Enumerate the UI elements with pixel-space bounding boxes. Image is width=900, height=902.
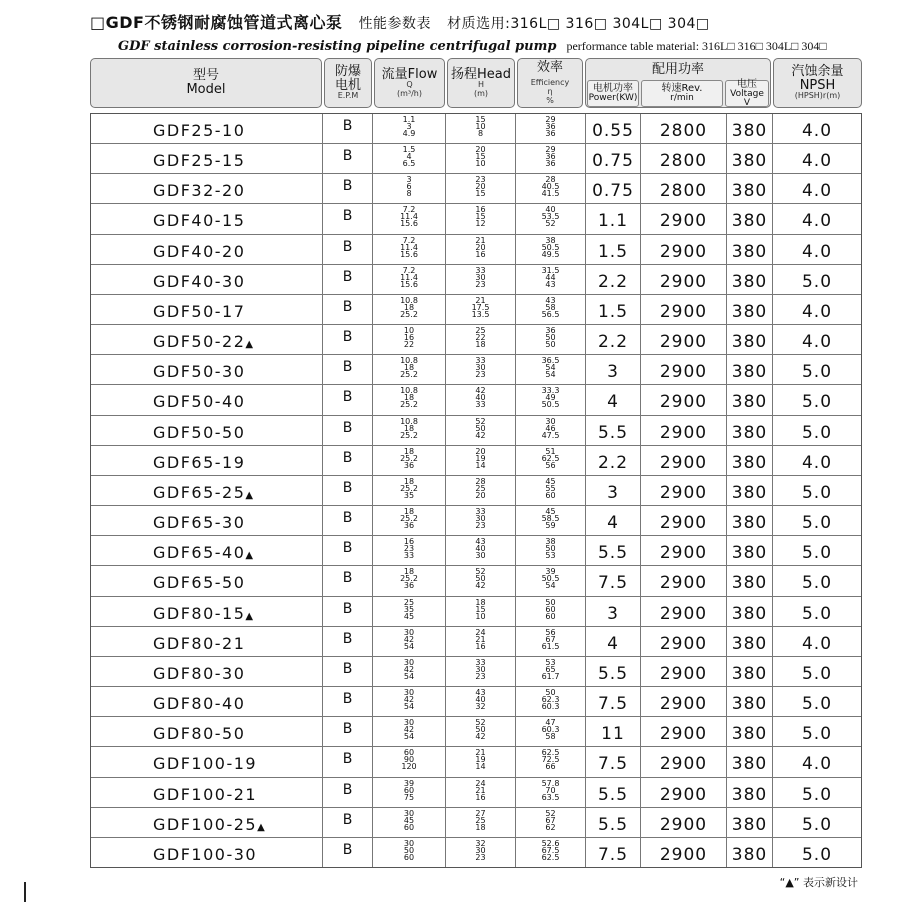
epm-cell: B: [323, 295, 373, 324]
speed-cell: 2900: [641, 747, 727, 776]
epm-cell: B: [323, 325, 373, 354]
voltage-cell: 380: [727, 355, 773, 384]
power-cell: 2.2: [586, 446, 641, 475]
speed-cell: 2900: [641, 536, 727, 565]
power-cell: 0.75: [586, 144, 641, 173]
epm-cell: B: [323, 778, 373, 807]
head-cell: 33 30 23: [446, 657, 516, 686]
speed-cell: 2900: [641, 566, 727, 595]
performance-table: [90, 113, 862, 868]
flow-cell: 10.8 18 25.2: [373, 385, 446, 414]
epm-cell: B: [323, 355, 373, 384]
voltage-cell: 380: [727, 506, 773, 535]
head-cell: 43 40 30: [446, 536, 516, 565]
efficiency-cell: 40 53.5 52: [516, 204, 586, 233]
voltage-cell: 380: [727, 235, 773, 264]
speed-cell: 2900: [641, 627, 727, 656]
margin-mark: [24, 882, 26, 902]
model-cell: GDF40-15: [91, 204, 323, 233]
head-cell: 43 40 32: [446, 687, 516, 716]
npsh-cell: 4.0: [801, 332, 833, 353]
efficiency-cell: 45 58.5 59: [516, 506, 586, 535]
efficiency-cell: 45 55 60: [516, 476, 586, 505]
flow-cell: 18 25.2 36: [373, 566, 446, 595]
epm-cell: B: [323, 838, 373, 867]
npsh-cell: 5.0: [801, 724, 833, 745]
head-cell: 23 20 15: [446, 174, 516, 203]
power-cell: 7.5: [586, 747, 641, 776]
power-cell: 5.5: [586, 778, 641, 807]
npsh-cell: 5.0: [801, 694, 833, 715]
model-cell: GDF50-17: [91, 295, 323, 324]
voltage-cell: 380: [727, 627, 773, 656]
model-cell: GDF100-21: [91, 778, 323, 807]
new-design-marker: ▲: [245, 339, 255, 351]
table-row: [91, 174, 861, 204]
npsh-cell: 4.0: [801, 301, 833, 322]
efficiency-cell: 39 50.5 54: [516, 566, 586, 595]
power-cell: 7.5: [586, 566, 641, 595]
title-perf: 性能参数表: [358, 16, 432, 32]
epm-cell: B: [323, 174, 373, 203]
head-cell: 52 50 42: [446, 566, 516, 595]
table-row: [91, 808, 861, 838]
model-cell: GDF65-30: [91, 506, 323, 535]
title-main: GDF不锈钢耐腐蚀管道式离心泵: [105, 13, 343, 32]
voltage-cell: 380: [727, 114, 773, 143]
speed-cell: 2800: [641, 144, 727, 173]
model-cell: GDF50-40: [91, 385, 323, 414]
npsh-cell: 4.0: [801, 633, 833, 654]
voltage-cell: 380: [727, 536, 773, 565]
flow-cell: 10 16 22: [373, 325, 446, 354]
table-row: [91, 717, 861, 747]
title-cn: [90, 10, 710, 33]
speed-cell: 2900: [641, 687, 727, 716]
header-model: 型号 Model: [90, 58, 322, 108]
epm-cell: B: [323, 717, 373, 746]
power-cell: 2.2: [586, 265, 641, 294]
flow-cell: 25 35 45: [373, 597, 446, 626]
efficiency-cell: 30 46 47.5: [516, 416, 586, 445]
npsh-cell: 5.0: [801, 784, 833, 805]
speed-cell: 2800: [641, 174, 727, 203]
speed-cell: 2900: [641, 506, 727, 535]
model-cell: GDF80-50: [91, 717, 323, 746]
head-cell: 20 19 14: [446, 446, 516, 475]
title-en: [118, 35, 827, 54]
speed-cell: 2900: [641, 265, 727, 294]
epm-cell: B: [323, 566, 373, 595]
subheader-voltage: 电压 Voltage V: [725, 80, 769, 107]
new-design-marker: ▲: [245, 489, 255, 501]
efficiency-cell: 29 36 36: [516, 144, 586, 173]
head-cell: 24 21 16: [446, 627, 516, 656]
header-power-group: 配用功率: [585, 58, 771, 108]
voltage-cell: 380: [727, 657, 773, 686]
model-cell: GDF50-30: [91, 355, 323, 384]
efficiency-cell: 53 65 61.7: [516, 657, 586, 686]
head-cell: 28 25 20: [446, 476, 516, 505]
table-row: [91, 838, 861, 868]
speed-cell: 2900: [641, 657, 727, 686]
table-row: [91, 325, 861, 355]
speed-cell: 2900: [641, 597, 727, 626]
epm-cell: B: [323, 385, 373, 414]
power-cell: 0.55: [586, 114, 641, 143]
epm-cell: B: [323, 114, 373, 143]
head-cell: 33 30 23: [446, 506, 516, 535]
table-row: [91, 114, 861, 144]
table-row: [91, 144, 861, 174]
efficiency-cell: 36 50 50: [516, 325, 586, 354]
efficiency-cell: 47 60.3 58: [516, 717, 586, 746]
efficiency-cell: 38 50 53: [516, 536, 586, 565]
efficiency-cell: 33.3 49 50.5: [516, 385, 586, 414]
epm-cell: B: [323, 476, 373, 505]
npsh-cell: 4.0: [801, 121, 833, 141]
efficiency-cell: 57.8 70 63.5: [516, 778, 586, 807]
power-cell: 5.5: [586, 657, 641, 686]
npsh-cell: 5.0: [801, 422, 833, 443]
table-row: [91, 778, 861, 808]
flow-cell: 30 42 54: [373, 627, 446, 656]
model-cell: GDF65-19: [91, 446, 323, 475]
speed-cell: 2900: [641, 295, 727, 324]
model-cell: GDF100-25▲: [91, 808, 323, 837]
efficiency-cell: 43 58 56.5: [516, 295, 586, 324]
voltage-cell: 380: [727, 476, 773, 505]
model-cell: GDF40-20: [91, 235, 323, 264]
head-cell: 27 25 18: [446, 808, 516, 837]
model-cell: GDF65-40▲: [91, 536, 323, 565]
table-row: [91, 235, 861, 265]
npsh-cell: 5.0: [801, 844, 833, 865]
npsh-cell: 4.0: [801, 211, 833, 232]
epm-cell: B: [323, 657, 373, 686]
flow-cell: 39 60 75: [373, 778, 446, 807]
epm-cell: B: [323, 144, 373, 173]
speed-cell: 2900: [641, 235, 727, 264]
model-cell: GDF25-10: [91, 114, 323, 143]
model-cell: GDF65-50: [91, 566, 323, 595]
power-cell: 1.1: [586, 204, 641, 233]
footnote: “▲” 表示新设计: [779, 876, 858, 889]
new-design-marker: ▲: [245, 610, 255, 622]
npsh-cell: 5.0: [801, 603, 833, 624]
title-material-label: 材质选用:: [447, 16, 511, 32]
npsh-cell: 5.0: [801, 663, 833, 684]
npsh-cell: 4.0: [801, 241, 833, 262]
voltage-cell: 380: [727, 144, 773, 173]
head-cell: 21 20 16: [446, 235, 516, 264]
flow-cell: 30 42 54: [373, 717, 446, 746]
voltage-cell: 380: [727, 838, 773, 867]
npsh-cell: 4.0: [801, 452, 833, 473]
flow-cell: 30 45 60: [373, 808, 446, 837]
checkbox-icon: □: [90, 13, 106, 32]
power-cell: 1.5: [586, 295, 641, 324]
npsh-cell: 5.0: [801, 271, 833, 292]
flow-cell: 7.2 11.4 15.6: [373, 265, 446, 294]
speed-cell: 2800: [641, 114, 727, 143]
npsh-cell: 5.0: [801, 392, 833, 413]
model-cell: GDF80-15▲: [91, 597, 323, 626]
epm-cell: B: [323, 536, 373, 565]
power-cell: 7.5: [586, 838, 641, 867]
epm-cell: B: [323, 747, 373, 776]
head-cell: 21 19 14: [446, 747, 516, 776]
voltage-cell: 380: [727, 416, 773, 445]
head-cell: 21 17.5 13.5: [446, 295, 516, 324]
flow-cell: 10.8 18 25.2: [373, 295, 446, 324]
table-row: [91, 536, 861, 566]
speed-cell: 2900: [641, 778, 727, 807]
model-cell: GDF50-22▲: [91, 325, 323, 354]
head-cell: 33 30 23: [446, 265, 516, 294]
efficiency-cell: 50 62.3 60.3: [516, 687, 586, 716]
table-row: [91, 566, 861, 596]
flow-cell: 3 6 8: [373, 174, 446, 203]
table-row: [91, 385, 861, 415]
speed-cell: 2900: [641, 717, 727, 746]
speed-cell: 2900: [641, 385, 727, 414]
head-cell: 24 21 16: [446, 778, 516, 807]
header-flow: 流量Flow Q (m³/h): [374, 58, 445, 108]
power-cell: 3: [586, 476, 641, 505]
flow-cell: 7.2 11.4 15.6: [373, 204, 446, 233]
efficiency-cell: 56 67 61.5: [516, 627, 586, 656]
power-cell: 4: [586, 506, 641, 535]
title-materials: 316L□ 316□ 304L□ 304□: [510, 16, 710, 32]
voltage-cell: 380: [727, 687, 773, 716]
speed-cell: 2900: [641, 808, 727, 837]
header-npsh: 汽蚀余量 NPSH (HPSH)r(m): [773, 58, 862, 108]
model-cell: GDF80-30: [91, 657, 323, 686]
voltage-cell: 380: [727, 265, 773, 294]
epm-cell: B: [323, 597, 373, 626]
model-cell: GDF80-21: [91, 627, 323, 656]
title-en-main: GDF stainless corrosion-resisting pipeline centrifugal pump: [118, 39, 557, 54]
header-efficiency: 效率Efficiency η %: [517, 58, 583, 108]
flow-cell: 1.5 4 6.5: [373, 144, 446, 173]
power-cell: 5.5: [586, 808, 641, 837]
flow-cell: 1.1 3 4.9: [373, 114, 446, 143]
head-cell: 33 30 23: [446, 355, 516, 384]
table-row: [91, 476, 861, 506]
efficiency-cell: 52.6 67.5 62.5: [516, 838, 586, 867]
flow-cell: 30 42 54: [373, 687, 446, 716]
voltage-cell: 380: [727, 204, 773, 233]
efficiency-cell: 51 62.5 56: [516, 446, 586, 475]
power-cell: 11: [586, 717, 641, 746]
efficiency-cell: 28 40.5 41.5: [516, 174, 586, 203]
epm-cell: B: [323, 446, 373, 475]
flow-cell: 30 42 54: [373, 657, 446, 686]
epm-cell: B: [323, 506, 373, 535]
npsh-cell: 5.0: [801, 814, 833, 835]
efficiency-cell: 31.5 44 43: [516, 265, 586, 294]
model-cell: GDF100-30: [91, 838, 323, 867]
power-cell: 3: [586, 355, 641, 384]
npsh-cell: 4.0: [801, 754, 833, 775]
new-design-marker: ▲: [257, 821, 267, 833]
model-cell: GDF40-30: [91, 265, 323, 294]
head-cell: 18 15 10: [446, 597, 516, 626]
epm-cell: B: [323, 204, 373, 233]
head-cell: 16 15 12: [446, 204, 516, 233]
npsh-cell: 5.0: [801, 543, 833, 564]
power-cell: 5.5: [586, 416, 641, 445]
efficiency-cell: 29 36 36: [516, 114, 586, 143]
table-row: [91, 355, 861, 385]
efficiency-cell: 38 50.5 49.5: [516, 235, 586, 264]
flow-cell: 30 50 60: [373, 838, 446, 867]
voltage-cell: 380: [727, 808, 773, 837]
subheader-speed: 转速Rev. r/min: [641, 80, 723, 107]
flow-cell: 18 25.2 36: [373, 446, 446, 475]
head-cell: 42 40 33: [446, 385, 516, 414]
head-cell: 52 50 42: [446, 717, 516, 746]
npsh-cell: 4.0: [801, 151, 833, 172]
npsh-cell: 5.0: [801, 513, 833, 534]
epm-cell: B: [323, 416, 373, 445]
table-row: [91, 265, 861, 295]
model-cell: GDF25-15: [91, 144, 323, 173]
flow-cell: 10.8 18 25.2: [373, 355, 446, 384]
epm-cell: B: [323, 235, 373, 264]
voltage-cell: 380: [727, 778, 773, 807]
epm-cell: B: [323, 808, 373, 837]
speed-cell: 2900: [641, 355, 727, 384]
speed-cell: 2900: [641, 325, 727, 354]
flow-cell: 18 25.2 35: [373, 476, 446, 505]
table-row: [91, 627, 861, 657]
efficiency-cell: 50 60 60: [516, 597, 586, 626]
power-cell: 4: [586, 627, 641, 656]
speed-cell: 2900: [641, 416, 727, 445]
npsh-cell: 5.0: [801, 362, 833, 383]
speed-cell: 2900: [641, 204, 727, 233]
flow-cell: 60 90 120: [373, 747, 446, 776]
table-row: [91, 747, 861, 777]
title-en-rest: performance table material: 316L□ 316□ 304L□ 304□: [566, 39, 827, 53]
efficiency-cell: 62.5 72.5 66: [516, 747, 586, 776]
head-cell: 52 50 42: [446, 416, 516, 445]
subheader-power: 电机功率 Power(KW): [587, 80, 639, 107]
voltage-cell: 380: [727, 566, 773, 595]
voltage-cell: 380: [727, 597, 773, 626]
npsh-cell: 5.0: [801, 482, 833, 503]
head-cell: 15 10 8: [446, 114, 516, 143]
model-cell: GDF32-20: [91, 174, 323, 203]
power-cell: 2.2: [586, 325, 641, 354]
voltage-cell: 380: [727, 174, 773, 203]
npsh-cell: 5.0: [801, 573, 833, 594]
voltage-cell: 380: [727, 325, 773, 354]
table-row: [91, 687, 861, 717]
epm-cell: B: [323, 627, 373, 656]
flow-cell: 18 25.2 36: [373, 506, 446, 535]
voltage-cell: 380: [727, 385, 773, 414]
voltage-cell: 380: [727, 747, 773, 776]
model-cell: GDF80-40: [91, 687, 323, 716]
epm-cell: B: [323, 687, 373, 716]
power-cell: 7.5: [586, 687, 641, 716]
epm-cell: B: [323, 265, 373, 294]
power-cell: 3: [586, 597, 641, 626]
power-cell: 5.5: [586, 536, 641, 565]
flow-cell: 10.8 18 25.2: [373, 416, 446, 445]
header-epm: 防爆 电机 E.P.M: [324, 58, 372, 108]
flow-cell: 16 23 33: [373, 536, 446, 565]
table-row: [91, 506, 861, 536]
model-cell: GDF65-25▲: [91, 476, 323, 505]
speed-cell: 2900: [641, 446, 727, 475]
voltage-cell: 380: [727, 446, 773, 475]
table-row: [91, 657, 861, 687]
power-cell: 4: [586, 385, 641, 414]
npsh-cell: 4.0: [801, 181, 833, 202]
header-head: 扬程Head H (m): [447, 58, 515, 108]
table-row: [91, 204, 861, 234]
voltage-cell: 380: [727, 717, 773, 746]
speed-cell: 2900: [641, 838, 727, 867]
new-design-marker: ▲: [245, 550, 255, 562]
power-cell: 0.75: [586, 174, 641, 203]
model-cell: GDF100-19: [91, 747, 323, 776]
model-cell: GDF50-50: [91, 416, 323, 445]
voltage-cell: 380: [727, 295, 773, 324]
efficiency-cell: 36.5 54 54: [516, 355, 586, 384]
table-row: [91, 295, 861, 325]
table-row: [91, 597, 861, 627]
head-cell: 32 30 23: [446, 838, 516, 867]
table-row: [91, 416, 861, 446]
head-cell: 25 22 18: [446, 325, 516, 354]
speed-cell: 2900: [641, 476, 727, 505]
flow-cell: 7.2 11.4 15.6: [373, 235, 446, 264]
efficiency-cell: 52 67 62: [516, 808, 586, 837]
head-cell: 20 15 10: [446, 144, 516, 173]
table-row: [91, 446, 861, 476]
power-cell: 1.5: [586, 235, 641, 264]
